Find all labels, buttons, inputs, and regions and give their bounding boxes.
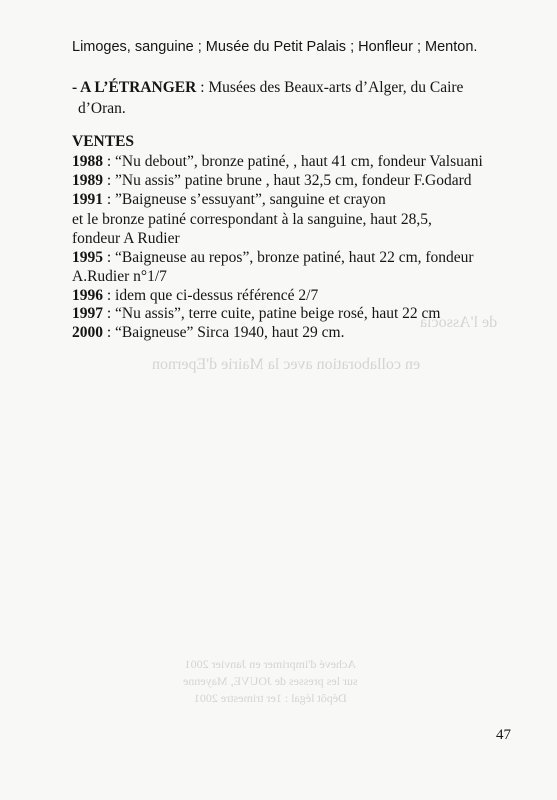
sale-year: 1995 — [72, 249, 103, 266]
sale-text: : ”Baigneuse s’essuyant”, sanguine et crayon — [103, 191, 386, 208]
bleed-through-text: de l'Associa — [420, 314, 498, 331]
abroad-text: : Musées des Beaux-arts d’Alger, du Caire — [196, 79, 464, 96]
page-number: 47 — [496, 727, 511, 743]
sale-continuation: A.Rudier n°1/7 — [72, 268, 167, 285]
sale-year: 1997 — [72, 305, 103, 322]
sale-entry-1988 — [72, 153, 483, 171]
sale-entry-2000 — [72, 324, 344, 342]
sale-continuation: fondeur A Rudier — [72, 230, 180, 247]
museums-line: Limoges, sanguine ; Musée du Petit Palais ; Honfleur ; Menton. — [72, 39, 478, 55]
sale-text: : “Baigneuse au repos”, bronze patiné, haut 22 cm, fondeur — [103, 249, 474, 266]
sale-year: 2000 — [72, 324, 103, 341]
sale-text: : ”Nu assis” patine brune , haut 32,5 cm, fondeur F.Godard — [103, 172, 472, 189]
sales-heading: VENTES — [72, 133, 135, 150]
abroad-line — [72, 79, 463, 97]
sale-text: : idem que ci-dessus référencé 2/7 — [103, 287, 319, 304]
sale-entry-1991 — [72, 191, 386, 209]
sale-text: : “Nu debout”, bronze patiné, , haut 41 cm, fondeur Valsuani — [103, 153, 483, 170]
sale-entry-1996 — [72, 287, 318, 305]
sale-entry-1997 — [72, 305, 440, 323]
sale-year: 1996 — [72, 287, 103, 304]
sale-continuation: et le bronze patiné correspondant à la sanguine, haut 28,5, — [72, 211, 432, 228]
sale-year: 1988 — [72, 153, 103, 170]
sale-text: : “Baigneuse” Sirca 1940, haut 29 cm. — [103, 324, 345, 341]
bleed-through-colophon: Achevé d'imprimer en Janvier 2001 sur les presses de JOUVE, Mayenne Dépôt légal : 1er trimestre 2001 — [183, 657, 358, 705]
sale-entry-1989 — [72, 172, 472, 190]
abroad-continuation: d’Oran. — [78, 100, 126, 117]
sale-year: 1991 — [72, 191, 103, 208]
sale-year: 1989 — [72, 172, 103, 189]
sale-text: : “Nu assis”, terre cuite, patine beige rosé, haut 22 cm — [103, 305, 441, 322]
abroad-label: - A L’ÉTRANGER — [72, 79, 197, 96]
bleed-through-text: en collaboration avec la Mairie d'Epernon — [152, 356, 421, 373]
sale-entry-1995 — [72, 249, 474, 267]
